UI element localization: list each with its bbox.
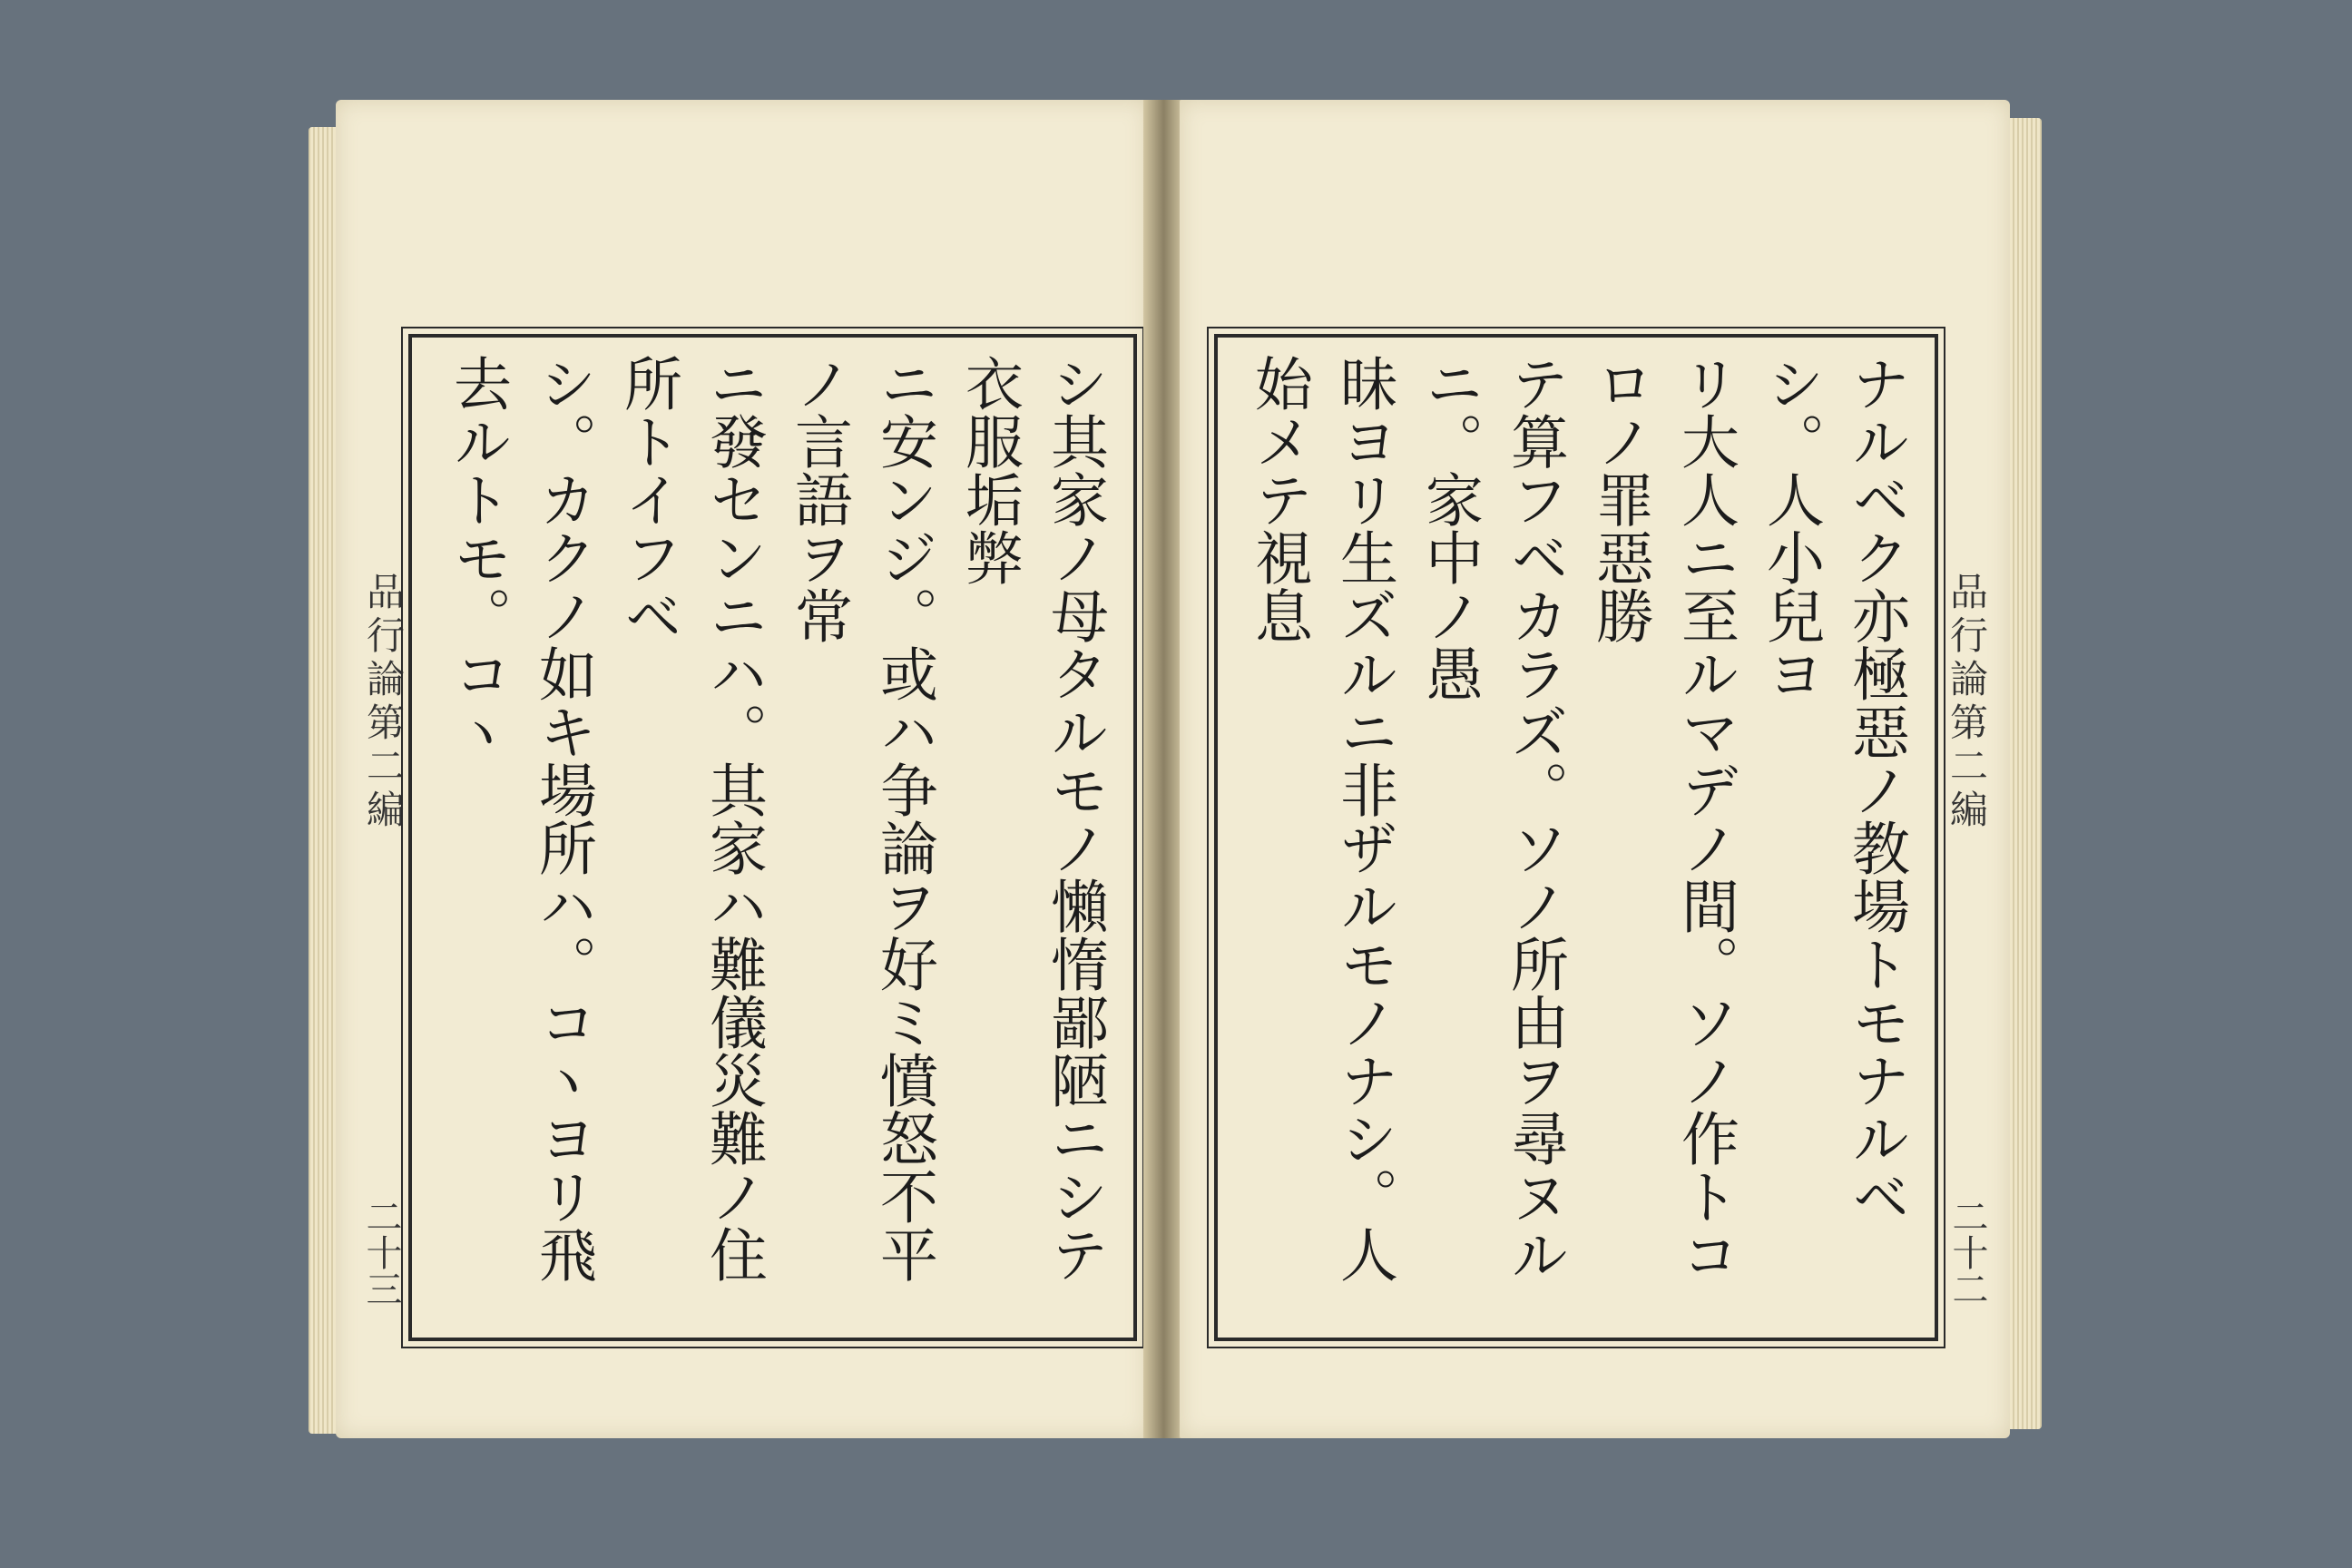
text-column: [1234, 354, 1236, 1321]
right-folio: 二十二: [1946, 1198, 1988, 1307]
text-column: テ算フベカラズ。ソノ所由ヲ尋ヌルニ。家中ノ愚: [1416, 354, 1568, 1283]
text-column: シ。カクノ如キ場所ハ。コヽヨリ飛去ルトモ。コヽ: [444, 354, 596, 1283]
text-column: ニ安ンジ。或ハ争論ヲ好ミ憤怒不平ノ言語ヲ常: [785, 354, 937, 1283]
left-text-frame: [408, 334, 1137, 1341]
open-book: [309, 100, 2042, 1452]
right-text-frame: [1214, 334, 1938, 1341]
left-page: [336, 100, 1148, 1438]
text-column: ナルベク亦極惡ノ教場トモナルベシ。人小兒ヨ: [1757, 354, 1909, 1225]
text-column: リ大人ニ至ルマデノ間。ソノ作トコロノ罪惡勝: [1586, 354, 1739, 1283]
text-column: シ其家ノ母タルモノ懶惰鄙陋ニシテ衣服垢弊: [956, 354, 1108, 1283]
left-text-body: [428, 354, 1117, 1321]
text-column: 昧ヨリ生ズルニ非ザルモノナシ。人始メテ視息: [1245, 354, 1397, 1283]
left-margin-title: 品行論第二編: [361, 572, 406, 833]
text-column: ニ發センニハ。其家ハ難儀災難ノ住所トイフベ: [614, 354, 767, 1283]
left-folio: 二十三: [360, 1198, 402, 1307]
right-text-body: [1234, 354, 1918, 1321]
right-page: [1180, 100, 2010, 1438]
right-margin-title: 品行論第二編: [1945, 572, 1989, 833]
page-edges-right: [2005, 118, 2042, 1429]
text-column: [428, 354, 435, 1321]
book-gutter: [1143, 100, 1184, 1438]
